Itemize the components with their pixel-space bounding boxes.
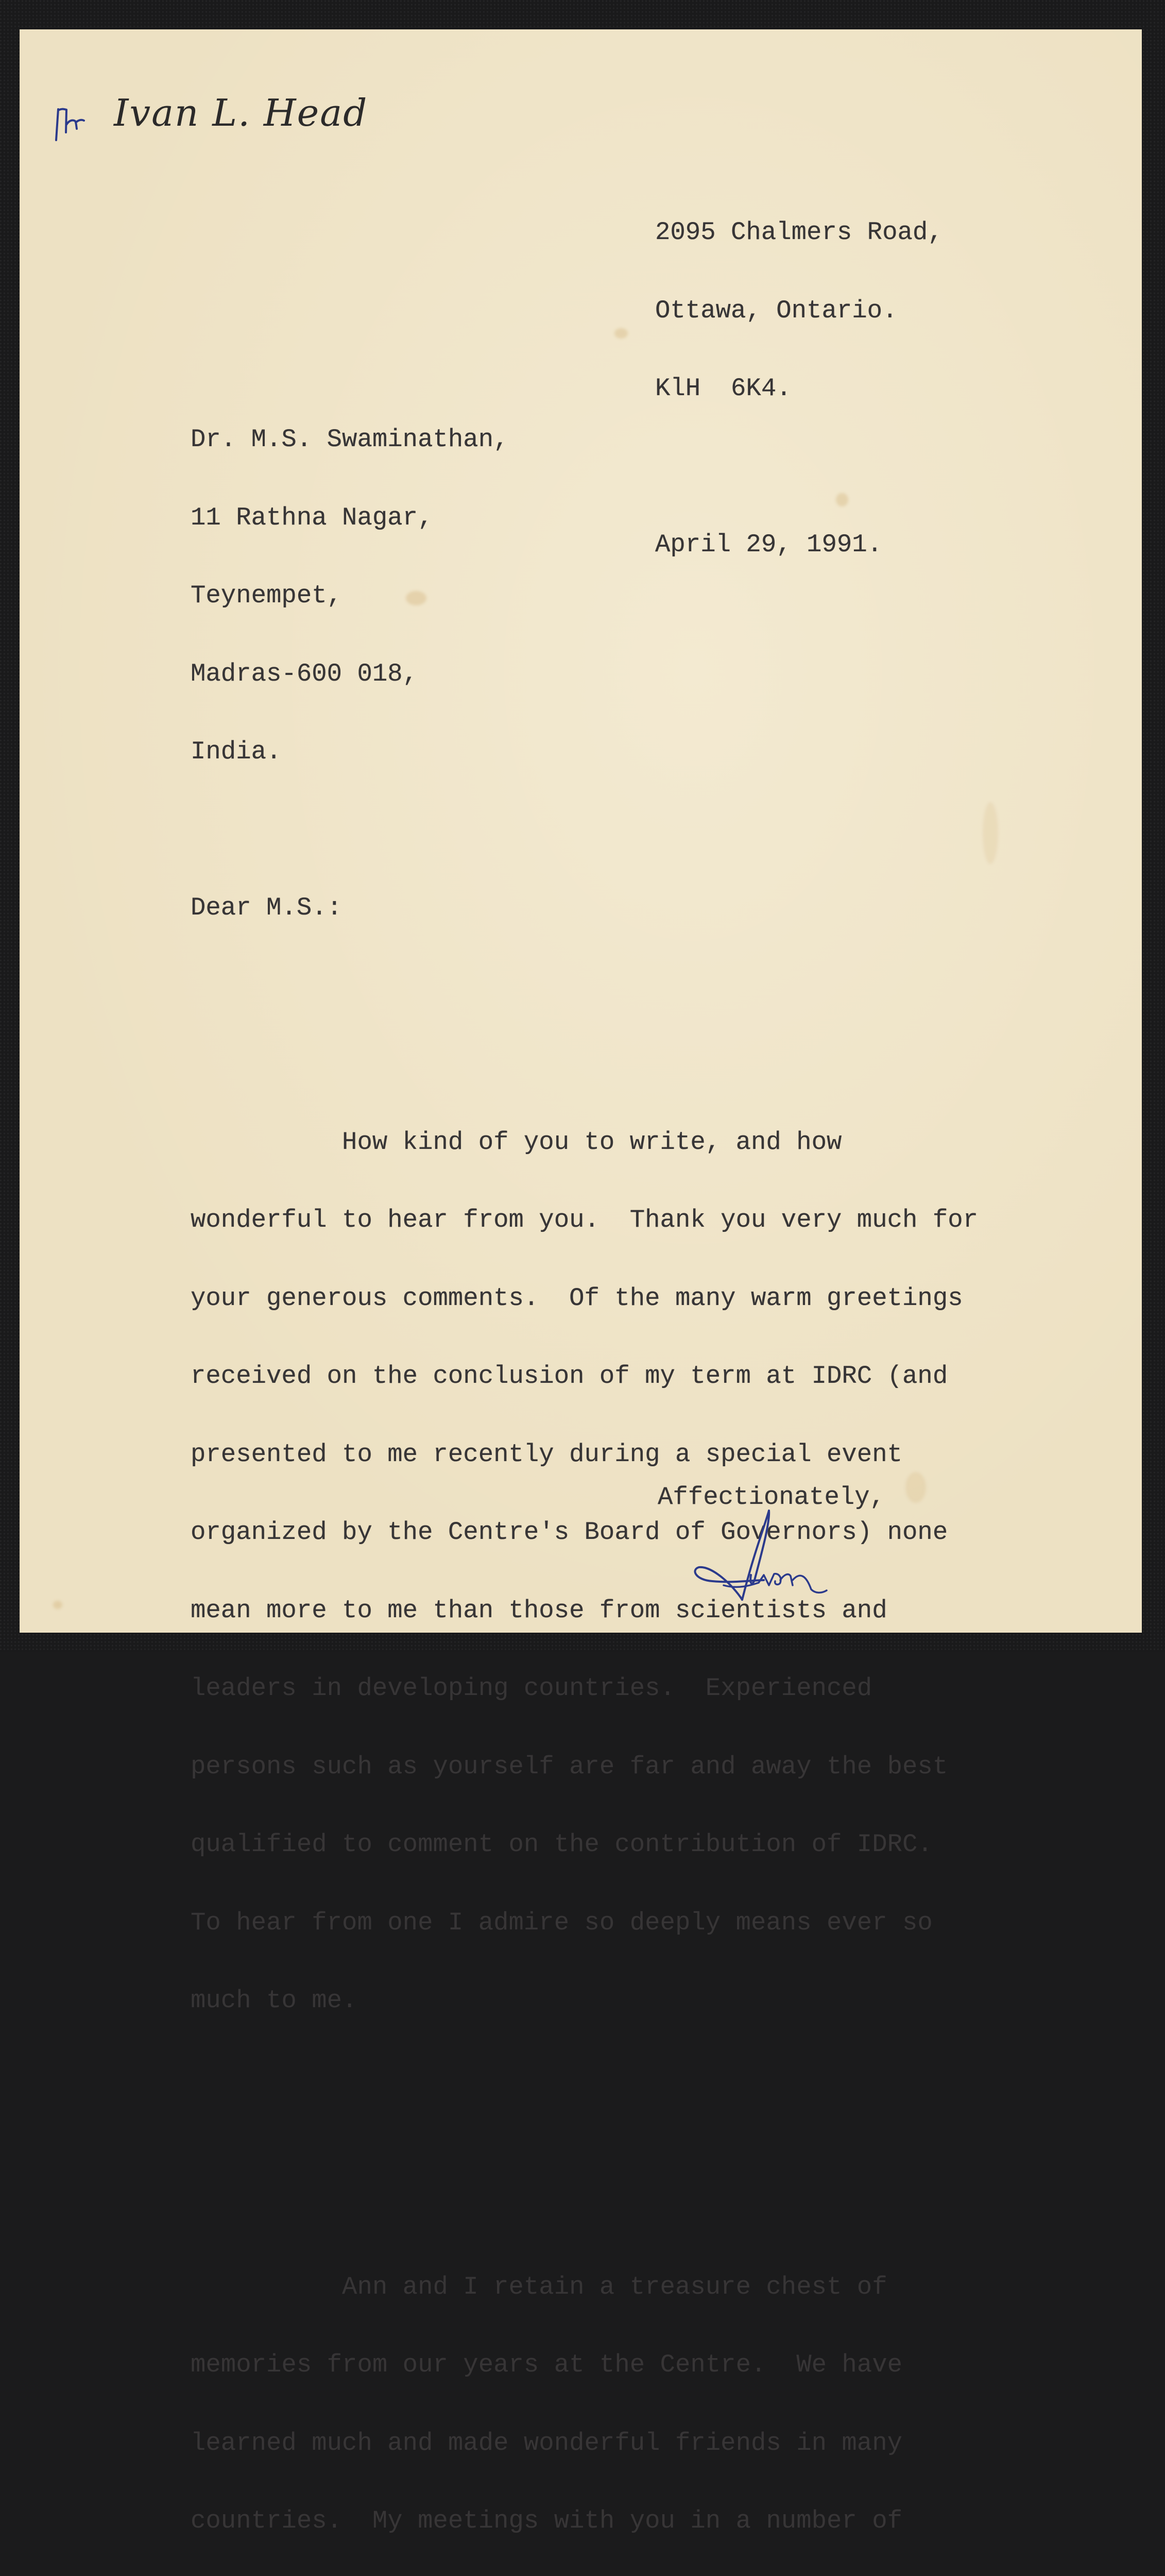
paragraph-line: learned much and made wonderful friends in many [191,2430,978,2456]
sender-address-line: KlH 6K4. [655,376,943,402]
paper-stain [53,1601,62,1609]
handwritten-signature [692,1508,831,1606]
paragraph-line: memories from our years at the Centre. We have [191,2352,978,2378]
paragraph-line: your generous comments. Of the many warm greetings [191,1285,978,1312]
recipient-line: Dr. M.S. Swaminathan, [191,427,978,453]
paragraph-line: organized by the Centre's Board of Governors) none [191,1519,978,1546]
letter-date: April 29, 1991. [655,532,943,558]
paragraph-line: qualified to comment on the contribution of IDRC. [191,1832,978,1858]
recipient-line: India. [191,739,978,765]
sender-address-line: 2095 Chalmers Road, [655,219,943,246]
salutation: Dear M.S.: [191,895,978,921]
paragraph-line: persons such as yourself are far and away the best [191,1754,978,1780]
paragraph-1 [191,1077,978,2066]
paragraph-line: presented to me recently during a special event [191,1442,978,1468]
closing: Affectionately, [658,1484,885,1511]
paragraph-line: How kind of you to write, and how [191,1129,978,1156]
paragraph-line: leaders in developing countries. Experienced [191,1675,978,1702]
sender-address-line: Ottawa, Ontario. [655,298,943,324]
handwritten-mr-annotation [53,104,89,143]
recipient-line: 11 Rathna Nagar, [191,505,978,531]
paragraph-2 [191,2222,978,2576]
paragraph-line: wonderful to hear from you. Thank you very much for [191,1207,978,1233]
paragraph-line: To hear from one I admire so deeply means ever so [191,1910,978,1936]
letterhead-name: Ivan L. Head [114,91,368,134]
paragraph-line: received on the conclusion of my term at IDRC (and [191,1363,978,1389]
paragraph-line: much to me. [191,1988,978,2014]
paragraph-line: Ann and I retain a treasure chest of [191,2274,978,2300]
paper-stain [983,802,998,864]
paragraph-line: countries. My meetings with you in a number of [191,2508,978,2534]
letter-page [20,29,1142,1633]
paragraph-line: mean more to me than those from scientists and [191,1598,978,1624]
recipient-line: Madras-600 018, [191,661,978,687]
recipient-line: Teynempet, [191,583,978,609]
paper-stain [614,328,628,338]
